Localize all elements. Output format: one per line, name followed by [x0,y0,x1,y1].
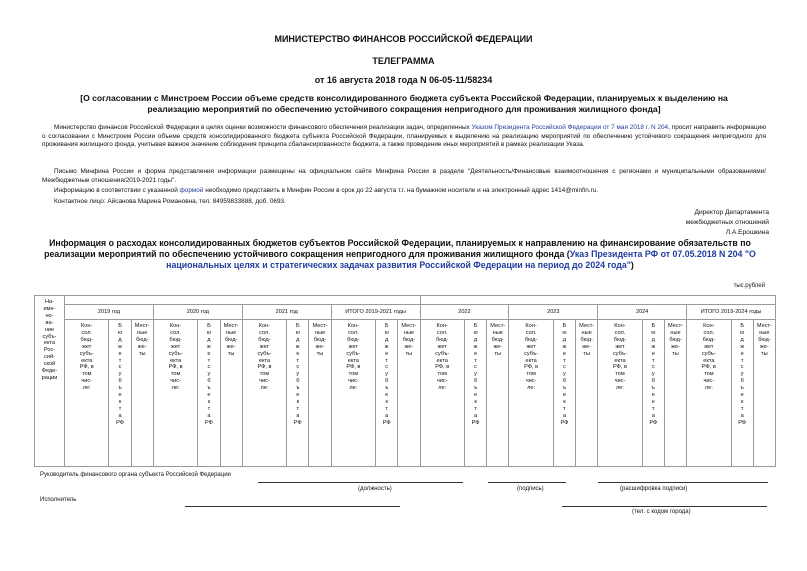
local-budgets-header: Мест- ные бюд- же- ты [753,320,775,467]
info-title [30,238,770,271]
subject-budget-header: Б ю д ж е т с у б ъ е к т а РФ [464,320,486,467]
doc-subject [48,93,760,115]
consolidated-budget-header: Кон- сол. бюд- жет субъ- екта РФ, в том чис- ле: [153,320,197,467]
subject-budget-header: Б ю д ж е т с у б ъ е к т а РФ [287,320,309,467]
executor-line [185,506,400,507]
year-header: 2020 год [153,305,242,320]
consolidated-budget-header: Кон- сол. бюд- жет субъ- екта РФ, в том чис- ле: [65,320,109,467]
table-years-row [35,305,776,320]
head-label: Руководитель финансового органа субъекта Российской Федерации [40,472,231,478]
signature-caption: (подпись) [517,486,544,492]
p1-text-a: Министерство финансов Российской Федерации в целях оценки возможности финансового обеспечения реализации задач, определенных [54,124,472,131]
local-budgets-header: Мест- ные бюд- же- ты [664,320,686,467]
local-budgets-header: Мест- ные бюд- же- ты [576,320,598,467]
info-decree-link[interactable]: Указ Президента РФ от 07.05.2018 N 204 "О национальных целях и стратегических задачах развития Российской Федерации на период до 2024 года" [166,249,756,270]
local-budgets-header: Мест- ные бюд- же- ты [398,320,420,467]
info-title-text-b: ) [630,260,634,270]
year-header: 2021 год [242,305,331,320]
p3-text-a: Информацию в соответствии с указанной [54,187,180,194]
info-title-text-a: Информация о расходах консолидированных бюджетов субъектов Российской Федерации, планируемых к направлению на финансирование обязательств по реализации мероприятий по обеспечению устойчивого сокращения непригодного для проживания жилищного фонда ( [44,238,751,259]
subject-budget-header: Б ю д ж е т с у б ъ е к т а РФ [198,320,220,467]
p4-text: Контактное лицо: Айсанова Марина Романовна, тел. 84959833888, доб. 0693. [54,198,286,205]
paragraph-1 [42,124,766,150]
consolidated-budget-header: Кон- сол. бюд- жет субъ- екта РФ, в том чис- ле: [242,320,286,467]
position-caption: (должность) [358,486,392,492]
consolidated-budget-header: Кон- сол. бюд- жет субъ- екта РФ, в том чис- ле: [509,320,553,467]
doc-type: ТЕЛЕГРАММА [372,56,435,66]
paragraph-3 [42,187,766,196]
local-budgets-header: Мест- ные бюд- же- ты [220,320,242,467]
year-header: 2022 [420,305,509,320]
consolidated-budget-header: Кон- сол. бюд- жет субъ- екта РФ, в том чис- ле: [331,320,375,467]
phone-line [562,506,767,507]
ministry-title: МИНИСТЕРСТВО ФИНАНСОВ РОССИЙСКОЙ ФЕДЕРАЦИИ [274,34,533,44]
signature-line-2: межбюджетных отношений [685,219,769,226]
year-header: ИТОГО 2019-2021 годы [331,305,420,320]
table-top-band [35,296,776,305]
table-subcolumns-row [35,320,776,467]
paragraph-2 [42,168,766,185]
subject-line-1: [О согласовании с Минстроем России объеме средств консолидированного бюджета субъекта Российской Федерации, планируемых к выделению на [80,93,728,103]
consolidated-budget-header: Кон- сол. бюд- жет субъ- екта РФ, в том чис- ле: [420,320,464,467]
decoding-caption: (расшифровка подписи) [620,486,688,492]
subject-budget-header: Б ю д ж е т с у б ъ е к т а РФ [553,320,575,467]
consolidated-budget-header: Кон- сол. бюд- жет субъ- екта РФ, в том чис- ле: [687,320,731,467]
executor-label: Исполнитель [40,497,77,503]
header-blank-cell [65,296,421,305]
decoding-line [598,482,768,483]
paragraph-4 [42,198,766,207]
p3-text-b: необходимо представить в Минфин России в срок до 22 августа т.г. на бумажном носителе и на электронный адрес 1414@minfin.ru. [203,187,598,194]
decree-link[interactable]: Указом Президента Российской Федерации от 7 мая 2018 г. N 204 [471,124,669,131]
p1-text-b: , просит направить информацию о согласовании с Минстроем России объеме средств консолидированного бюджета субъекта Российской Федерации, планируемых к выделению на реализацию мероприятий по обеспечению устойчивого сокращения непригодного для проживания жилищного фонда, учитывая важное значение соблюдения принципа сбалансированности бюджета, а также проведение иных мероприятий в рамках реализации Указа. [42,124,766,149]
signature-line-3: Л.А.Ерошкина [725,229,769,236]
year-header: 2019 год [65,305,154,320]
subject-name-header: На- име- но- ва- ние субъ- екта Рос- сий- ской Феде- рации [35,296,65,467]
subject-budget-header: Б ю д ж е т с у б ъ е к т а РФ [642,320,664,467]
doc-date-number: от 16 августа 2018 года N 06-05-11/58234 [314,75,493,85]
year-header: 2023 [509,305,598,320]
subject-budget-header: Б ю д ж е т с у б ъ е к т а РФ [731,320,753,467]
local-budgets-header: Мест- ные бюд- же- ты [131,320,153,467]
phone-caption: (тел. с кодом города) [632,509,691,515]
local-budgets-header: Мест- ные бюд- же- ты [487,320,509,467]
year-header: 2024 [598,305,687,320]
signature-line-1: Директор Департамента [694,209,769,216]
signature-block [589,208,769,238]
budget-table [34,295,776,467]
signature-line [488,482,566,483]
subject-budget-header: Б ю д ж е т с у б ъ е к т а РФ [109,320,131,467]
subject-budget-header: Б ю д ж е т с у б ъ е к т а РФ [376,320,398,467]
local-budgets-header: Мест- ные бюд- же- ты [309,320,331,467]
subject-line-2: реализацию мероприятий по обеспечению устойчивого сокращения непригодного для проживания жилищного фонда] [147,104,661,114]
form-link[interactable]: формой [179,187,204,194]
units-label: тыс.рублей [733,283,765,289]
year-header: ИТОГО 2019-2024 годы [687,305,776,320]
position-line [258,482,463,483]
header-blank-cell [420,296,776,305]
p2-text: Письмо Минфина России и форма представления информации размещены на официальном сайте Минфина России в разделе "Деятельность/Финансовые взаимоотношения с регионами и муниципальными образованиями/Межбюджетные отношения/2019-2021 годы". [42,168,766,184]
consolidated-budget-header: Кон- сол. бюд- жет субъ- екта РФ, в том чис- ле: [598,320,642,467]
